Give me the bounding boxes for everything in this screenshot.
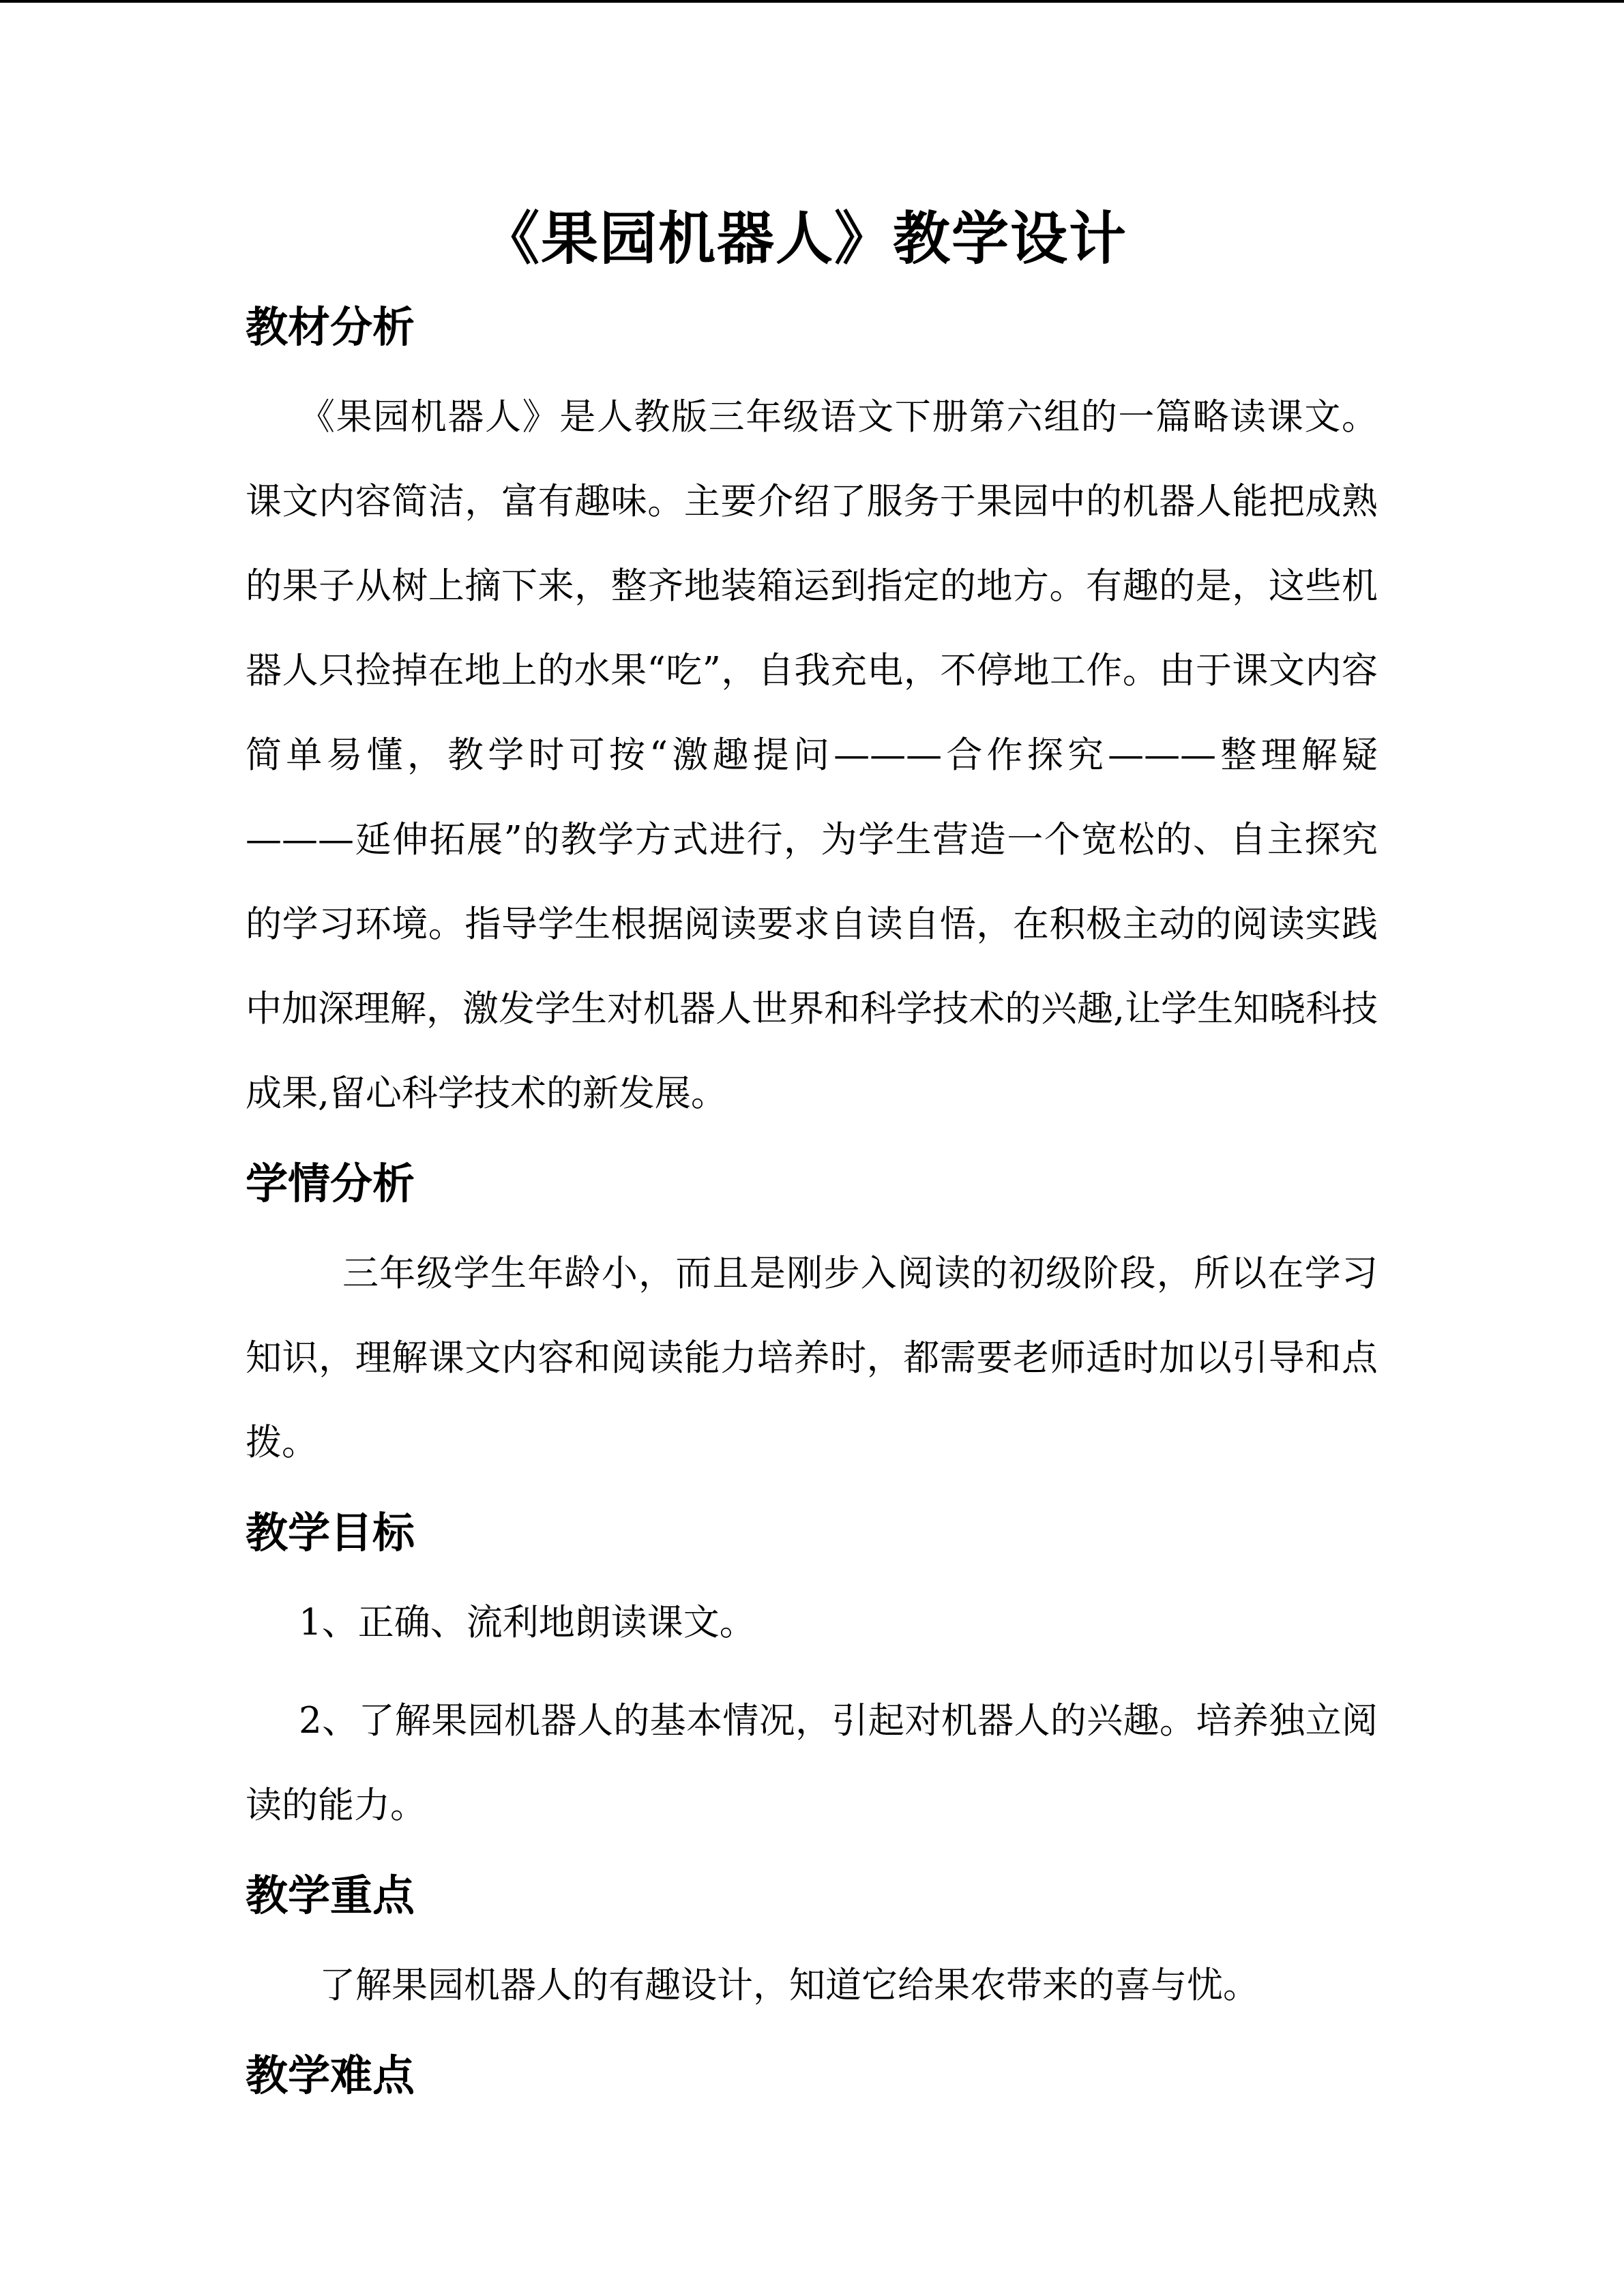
objective-item-1: 1、正确、流利地朗读课文。 bbox=[299, 1602, 756, 1643]
section-heading-textbook-analysis: 教材分析 bbox=[246, 302, 415, 352]
section-heading-student-analysis: 学情分析 bbox=[246, 1159, 415, 1208]
paragraph-teaching-key-points: 了解果园机器人的有趣设计，知道它给果农带来的喜与忧。 bbox=[319, 1965, 1259, 2006]
section-heading-teaching-key-points: 教学重点 bbox=[246, 1870, 415, 1920]
paragraph-student-analysis: 三年级学生年龄小，而且是刚步入阅读的初级阶段，所以在学习知识，理解课文内容和阅读能力培养时，都需要老师适时加以引导和点拨。 bbox=[246, 1253, 1378, 1463]
page-top-border bbox=[0, 0, 1624, 3]
document-title: 《果园机器人》教学设计 bbox=[482, 205, 1127, 272]
document-page bbox=[246, 198, 1378, 2123]
objective-item-2: 2、了解果园机器人的基本情况，引起对机器人的兴趣。培养独立阅读的能力。 bbox=[246, 1700, 1378, 1826]
section-heading-teaching-objectives: 教学目标 bbox=[246, 1508, 415, 1557]
section-heading-teaching-difficulties: 教学难点 bbox=[246, 2051, 415, 2100]
paragraph-textbook-analysis: 《果园机器人》是人教版三年级语文下册第六组的一篇略读课文。课文内容简洁，富有趣味。主要介绍了服务于果园中的机器人能把成熟的果子从树上摘下来，整齐地装箱运到指定的地方。有趣的是，这些机器人只捡掉在地上的水果“吃”，自我充电，不停地工作。由于课文内容简单易懂，教学时可按“激趣提问———合作探究———整理解疑———延伸拓展”的教学方式进行，为学生营造一个宽松的、自主探究的学习环境。指导学生根据阅读要求自读自悟，在积极主动的阅读实践中加深理解，激发学生对机器人世界和科学技术的兴趣,让学生知晓科技成果,留心科学技术的新发展。 bbox=[246, 396, 1378, 1114]
